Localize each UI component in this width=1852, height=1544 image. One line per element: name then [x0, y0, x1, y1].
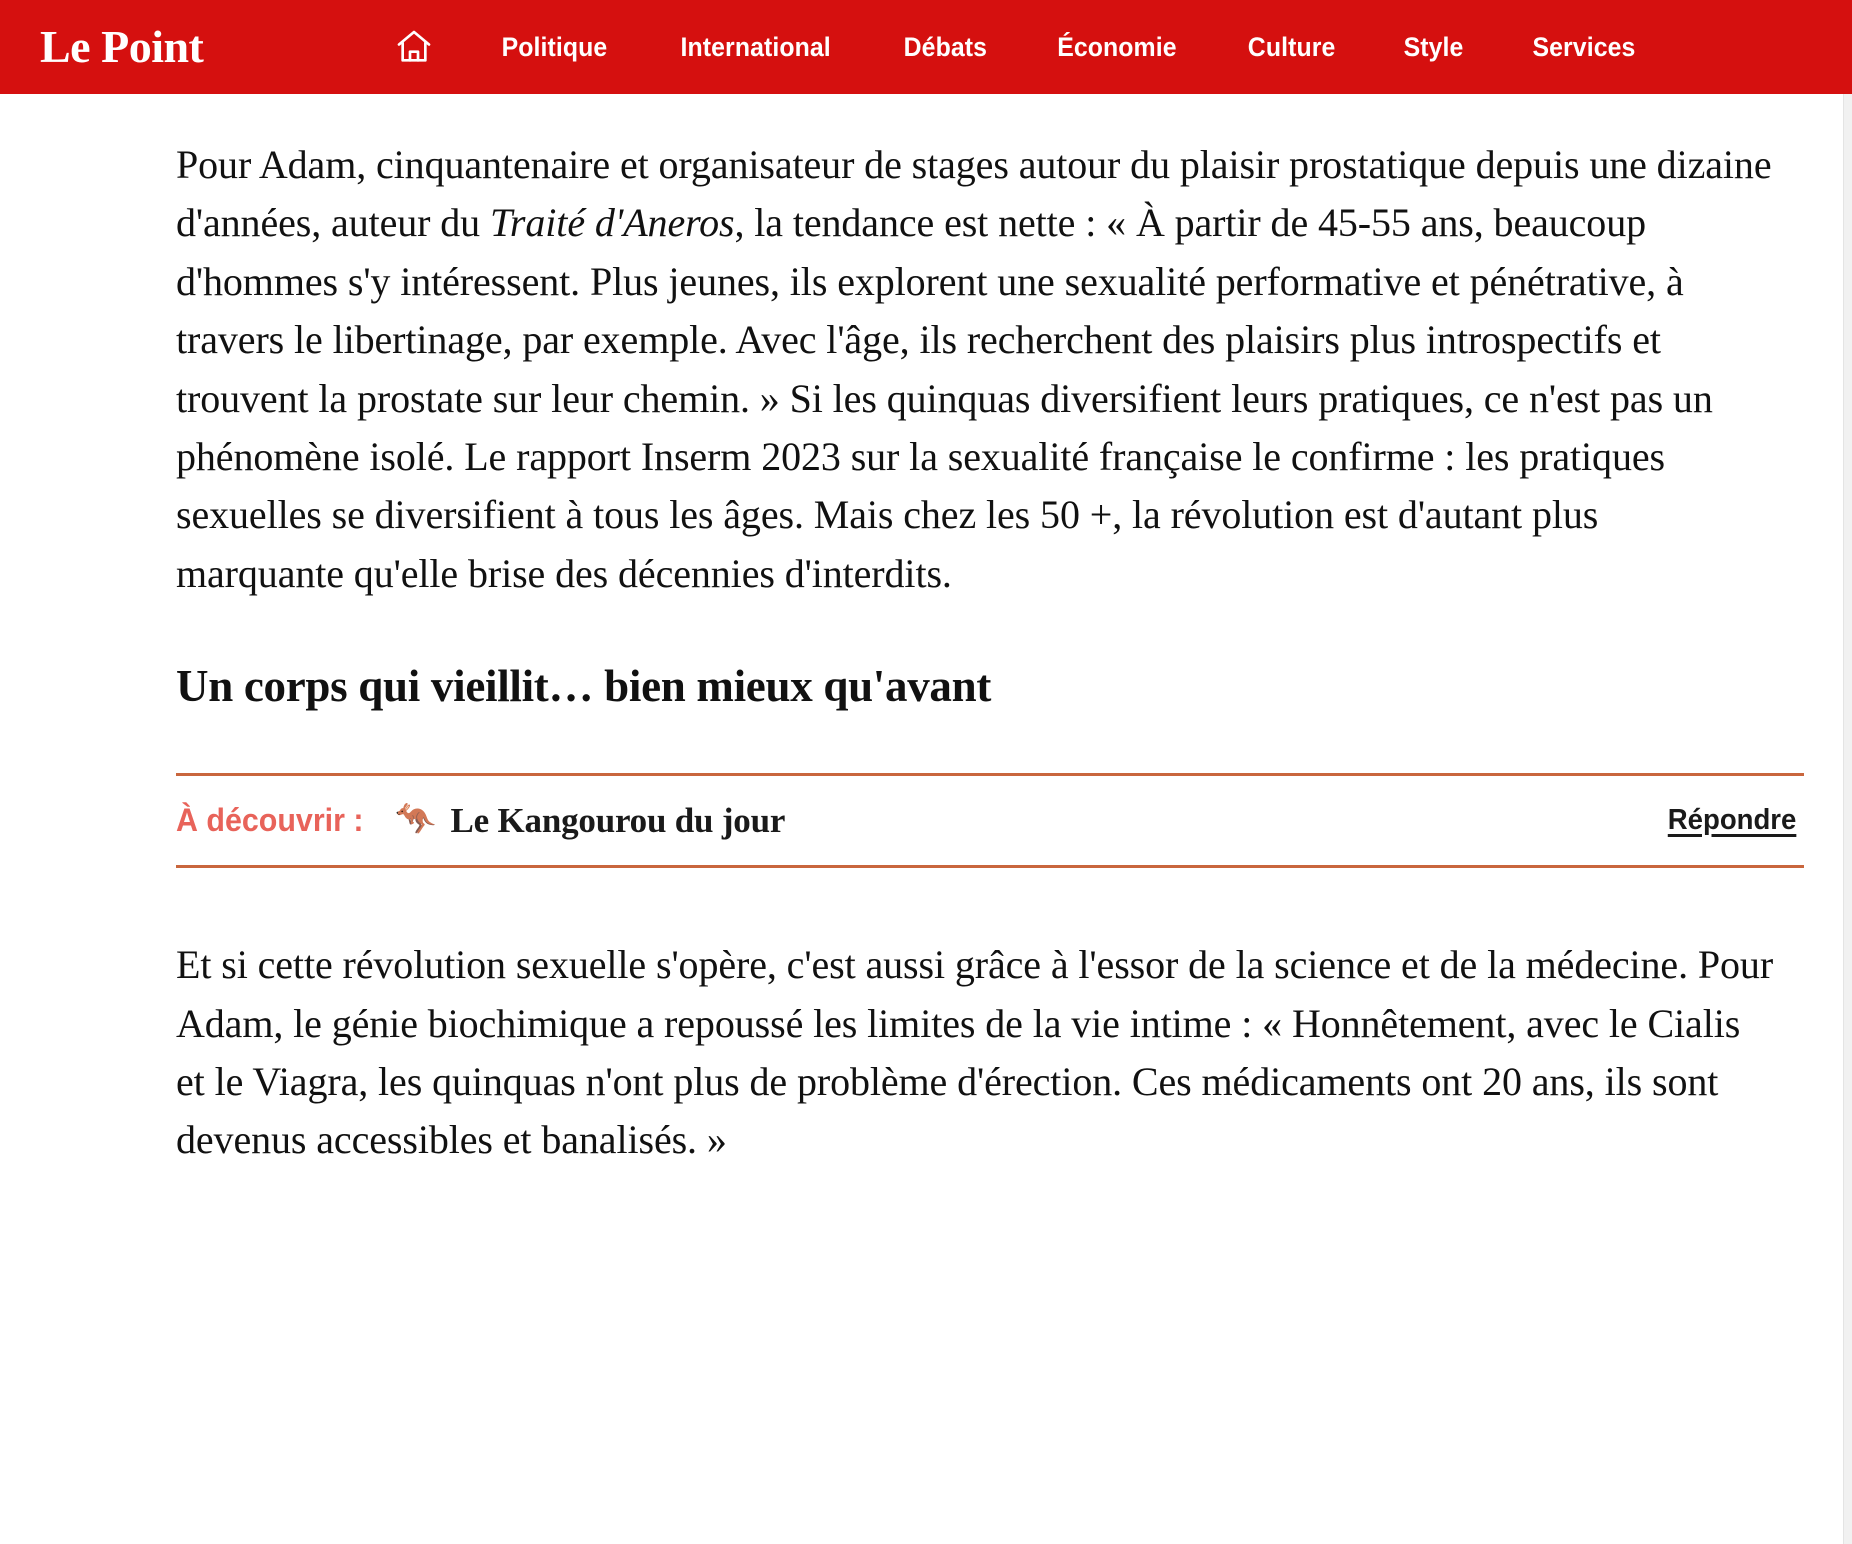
- site-header: [0, 0, 1852, 94]
- nav-item-politique[interactable]: Politique: [501, 31, 608, 62]
- main-navigation: [393, 26, 1640, 68]
- paragraph-1-text-before-title: Pour Adam, cinquantenaire et organisateur de stages autour du plaisir prostatique depuis une dizaine d'années, auteur du: [176, 142, 1772, 246]
- article-main: [0, 94, 1852, 1170]
- home-icon[interactable]: [393, 26, 435, 68]
- discover-left-group: [176, 801, 785, 841]
- kangaroo-icon: 🦘: [395, 802, 437, 839]
- reply-link[interactable]: Répondre: [1667, 804, 1796, 837]
- paragraph-1-text-after-title: , la tendance est nette : « À partir de 45-55 ans, beaucoup d'hommes s'y intéressent. Plus jeunes, ils explorent une sexualité performative et pénétrative, à travers le libertinage, par exemple. Avec l'âge, ils recherchent des plaisirs plus introspectifs et trouvent la prostate sur leur chemin. » Si les quinquas diversifient leurs pratiques, ce n'est pas un phénomène isolé. Le rapport Inserm 2023 sur la sexualité française le confirme : les pratiques sexuelles se diversifient à tous les âges. Mais chez les 50 +, la révolution est d'autant plus marquante qu'elle brise des décennies d'interdits.: [176, 200, 1713, 596]
- article-paragraph-2: Et si cette révolution sexuelle s'opère, c'est aussi grâce à l'essor de la science et de la médecine. Pour Adam, le génie biochimique a repoussé les limites de la vie intime : « Honnêtement, avec le Cialis et le Viagra, les quinquas n'ont plus de problème d'érection. Ces médicaments ont 20 ans, ils sont devenus accessibles et banalisés. »: [176, 942, 1774, 1163]
- nav-item-international[interactable]: International: [680, 31, 832, 62]
- nav-item-culture[interactable]: Culture: [1247, 31, 1336, 62]
- nav-item-services[interactable]: Services: [1532, 31, 1636, 62]
- nav-item-style[interactable]: Style: [1403, 31, 1464, 62]
- article-column: [176, 94, 1796, 1170]
- discover-promo-box: [176, 773, 1804, 868]
- right-scroll-gutter[interactable]: [1843, 94, 1852, 1544]
- brand-logo[interactable]: Le Point: [40, 21, 204, 72]
- book-title-italic: Traité d'Aneros: [489, 200, 735, 246]
- discover-label: À découvrir :: [176, 802, 364, 839]
- nav-item-economie[interactable]: Économie: [1057, 31, 1177, 62]
- article-paragraph-1: [176, 136, 1776, 603]
- article-subheading: Un corps qui vieillit… bien mieux qu'avant: [176, 661, 992, 712]
- nav-item-debats[interactable]: Débats: [903, 31, 987, 62]
- discover-link-title[interactable]: Le Kangourou du jour: [450, 800, 786, 840]
